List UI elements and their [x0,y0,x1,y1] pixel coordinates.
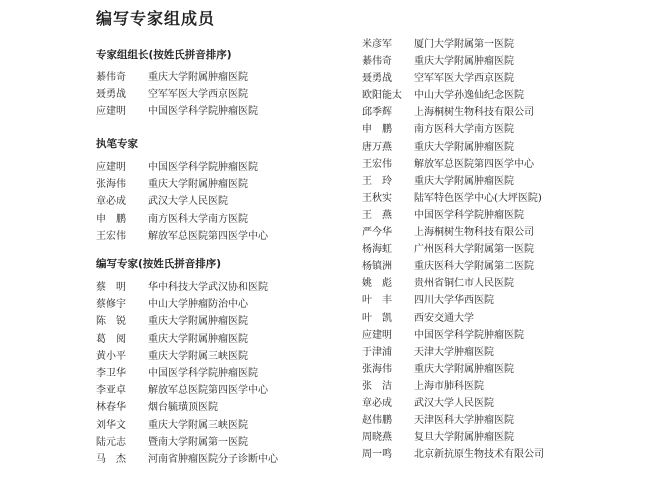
experts-heading: 编写专家(按姓氏拼音排序) [96,258,222,270]
member-name: 应建明 [96,162,126,173]
member-row [96,382,278,399]
member-row [362,70,544,87]
member-row [362,241,544,258]
member-name: 申 鹏 [362,124,392,136]
member-name: 林春华 [96,402,126,414]
member-row [96,434,278,451]
member-institution: 河南省肿瘤医院分子诊断中心 [148,453,278,465]
member-institution: 厦门大学附属第一医院 [414,39,514,50]
member-name: 申 鹏 [96,213,126,225]
member-name: 应建明 [96,106,126,118]
member-institution: 武汉大学人民医院 [414,397,494,409]
member-row [96,103,258,120]
member-institution: 烟台毓璜顶医院 [148,402,218,414]
member-row [96,159,268,176]
member-row [96,348,278,365]
member-row [362,87,544,104]
member-institution: 上海桐树生物科技有限公司 [414,227,534,239]
member-name: 李亚卓 [96,385,126,397]
member-name: 姚 彪 [362,278,392,290]
member-institution: 天津大学肿瘤医院 [414,346,494,358]
member-row [96,193,268,210]
member-institution: 武汉大学人民医院 [148,196,228,208]
member-name: 王宏伟 [96,230,126,242]
member-name: 杨海虹 [362,244,392,256]
member-institution: 重庆大学附属肿瘤医院 [414,363,514,375]
member-name: 张海伟 [96,179,126,191]
member-row [96,451,278,468]
member-name: 周一鸣 [362,449,392,461]
member-name: 綦伟奇 [96,72,126,83]
member-name: 唐万燕 [362,141,392,153]
writers-heading: 执笔专家 [96,138,138,150]
member-institution: 天津医科大学肿瘤医院 [414,415,514,427]
member-institution: 解放军总医院第四医学中心 [414,158,534,170]
member-institution: 重庆医科大学附属第二医院 [414,261,534,273]
member-name: 綦伟奇 [362,56,392,68]
member-institution: 中山大学孙逸仙纪念医院 [414,90,524,102]
member-row [362,361,544,378]
member-institution: 华中科技大学武汉协和医院 [148,282,268,293]
member-institution: 中国医学科学院肿瘤医院 [148,106,258,118]
member-row [362,310,544,327]
member-institution: 复旦大学附属肿瘤医院 [414,432,514,444]
member-name: 张 洁 [362,380,392,392]
member-name: 王宏伟 [362,158,392,170]
member-name: 王秋实 [362,192,392,204]
member-row [96,176,268,193]
member-row [96,417,278,434]
member-institution: 重庆大学附属三峡医院 [148,419,248,431]
member-institution: 重庆大学附属肿瘤医院 [148,179,248,191]
member-institution: 重庆大学附属肿瘤医院 [148,72,248,83]
member-name: 聂勇战 [362,73,392,85]
member-row [96,331,278,348]
member-row [362,344,544,361]
member-institution: 广州医科大学附属第一医院 [414,244,534,256]
member-name: 应建明 [362,329,392,341]
member-name: 陆元志 [96,436,126,448]
member-institution: 北京新抗原生物技术有限公司 [414,449,544,461]
member-name: 严今华 [362,227,392,239]
member-row [362,190,544,207]
member-row [96,69,258,86]
member-name: 赵伟鹏 [362,415,392,427]
member-institution: 中国医学科学院肿瘤医院 [414,209,524,221]
member-row [96,86,258,103]
member-institution: 空军军医大学西京医院 [414,73,514,85]
member-institution: 陆军特色医学中心(大坪医院) [414,192,542,204]
member-name: 周晓燕 [362,432,392,444]
member-name: 蔡 明 [96,282,126,293]
member-institution: 中山大学肿瘤防治中心 [148,299,248,311]
member-institution: 南方医科大学南方医院 [414,124,514,136]
member-row [362,327,544,344]
member-institution: 西安交通大学 [414,312,474,324]
member-name: 米彦军 [362,39,392,50]
writers-list [96,159,268,245]
member-row [362,173,544,190]
page-title: 编写专家组成员 [96,9,216,28]
member-institution: 四川大学华西医院 [414,295,494,307]
member-row [362,446,544,463]
member-institution: 暨南大学附属第一医院 [148,436,248,448]
member-row [362,395,544,412]
member-row [362,36,544,53]
member-institution: 中国医学科学院肿瘤医院 [148,162,258,173]
member-institution: 空军军医大学西京医院 [148,89,248,101]
member-institution: 解放军总医院第四医学中心 [148,385,268,397]
member-name: 聂勇战 [96,89,126,101]
leaders-heading: 专家组组长(按姓氏拼音排序) [96,49,232,61]
member-row [362,53,544,70]
member-name: 叶 丰 [362,295,392,307]
member-name: 章必成 [362,397,392,409]
member-name: 杨镇洲 [362,261,392,273]
member-row [96,296,278,313]
member-row [362,139,544,156]
member-row [362,412,544,429]
member-row [96,279,278,296]
member-row [96,211,268,228]
member-name: 蔡修宇 [96,299,126,311]
member-row [96,313,278,330]
experts-list-right [362,36,544,463]
experts-list-left [96,279,278,468]
member-institution: 重庆大学附属肿瘤医院 [414,56,514,68]
member-row [96,399,278,416]
member-row [362,275,544,292]
member-name: 黄小平 [96,350,126,362]
member-name: 马 杰 [96,453,126,465]
member-row [96,228,268,245]
member-row [362,121,544,138]
member-row [362,207,544,224]
member-institution: 中国医学科学院肿瘤医院 [148,367,258,379]
member-institution: 重庆大学附属肿瘤医院 [414,141,514,153]
member-name: 于津浦 [362,346,392,358]
member-row [362,292,544,309]
member-row [362,104,544,121]
member-institution: 贵州省铜仁市人民医院 [414,278,514,290]
member-name: 欧阳能太 [362,90,402,102]
member-name: 张海伟 [362,363,392,375]
member-name: 章必成 [96,196,126,208]
member-name: 李卫华 [96,367,126,379]
member-row [362,378,544,395]
member-institution: 解放军总医院第四医学中心 [148,230,268,242]
member-row [362,429,544,446]
member-row [362,224,544,241]
member-name: 王 玲 [362,175,392,187]
member-institution: 重庆大学附属肿瘤医院 [148,316,248,328]
member-institution: 重庆大学附属肿瘤医院 [148,333,248,345]
member-name: 葛 阅 [96,333,126,345]
member-institution: 南方医科大学南方医院 [148,213,248,225]
member-row [362,156,544,173]
member-institution: 上海市肺科医院 [414,380,484,392]
leaders-list [96,69,258,121]
member-row [362,258,544,275]
member-name: 王 燕 [362,209,392,221]
member-name: 叶 凯 [362,312,392,324]
member-institution: 重庆大学附属肿瘤医院 [414,175,514,187]
member-name: 邱季辉 [362,107,392,119]
member-institution: 重庆大学附属三峡医院 [148,350,248,362]
member-name: 刘华文 [96,419,126,431]
member-institution: 上海桐树生物科技有限公司 [414,107,534,119]
member-row [96,365,278,382]
member-institution: 中国医学科学院肿瘤医院 [414,329,524,341]
member-name: 陈 锐 [96,316,126,328]
